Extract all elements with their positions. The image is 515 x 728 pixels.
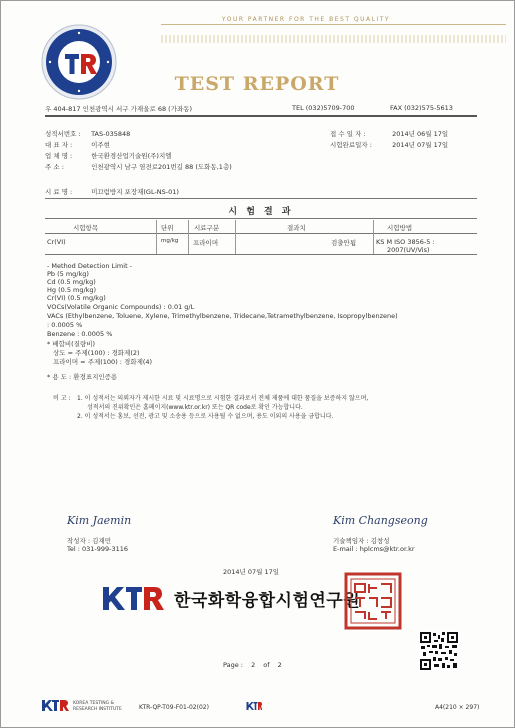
report-number-label: 성적서번호 : [45, 130, 81, 138]
header-test-item: 시험항목 [73, 224, 99, 232]
header-gold-rule [161, 24, 506, 25]
header-sample-type: 시료구분 [194, 224, 220, 232]
footer-org-line2: RESEARCH INSTITUTE [73, 707, 122, 712]
company-address-value: 인천광역시 남구 염전로201번길 88 (도화동,1층) [91, 163, 232, 171]
footer-paper-size: A4(210 × 297) [435, 704, 480, 711]
header-method: 시험방법 [387, 224, 413, 232]
footer-org-line1: KOREA TESTING & [73, 701, 115, 706]
complete-date-row [330, 140, 448, 149]
table-bottom-rule [45, 254, 477, 255]
page-total: 2 [277, 661, 282, 669]
table-col-divider [156, 220, 157, 254]
purpose-line: * 용 도 : 환경표지인증용 [47, 373, 118, 381]
page-of: of [263, 661, 270, 669]
receipt-date-row [330, 129, 448, 138]
row-unit: mg/kg [161, 238, 179, 244]
table-col-divider [188, 220, 189, 254]
table-col-divider [373, 220, 374, 254]
table-header-rule [45, 233, 477, 234]
header-tel: TEL (032)5709-700 [292, 104, 355, 112]
detection-limit-vacs: VACs (Ethylbenzene, Toluene, Xylene, Trimethylbenzene, Tridecane,Tetramethylbenzene, Isopropylbenzene) [47, 312, 398, 320]
results-section-title: 시 험 결 과 [228, 207, 294, 217]
remarks-label: 비 고 : [53, 395, 71, 402]
table-col-divider [235, 220, 236, 254]
remarks-line3: 2. 이 성적서는 홍보, 선전, 광고 및 소송용 등으로 사용될 수 없으며, 용도 이외의 사용을 금합니다. [77, 413, 334, 420]
footer-form-number: KTR-QP-T09-F01-02(02) [139, 704, 209, 711]
mix-ratio-topcoat: 상도 = 주제(100) : 경화제(2) [53, 349, 140, 357]
detection-limit-crvi: Cr(VI) (0.5 mg/kg) [47, 294, 106, 302]
header-tagline: YOUR PARTNER FOR THE BEST QUALITY [221, 16, 391, 23]
header-unit: 단위 [161, 224, 174, 232]
page-number [223, 661, 282, 669]
report-number-row [45, 129, 130, 138]
complete-date-label: 시험완료일자 : [330, 141, 372, 149]
company-label: 업 체 명 : [45, 152, 73, 160]
page-label: Page : [223, 661, 243, 669]
remarks-line1: 1. 이 성적서는 의뢰자가 제시한 시료 및 시료명으로 시험한 결과로서 전체 제품에 대한 품질을 보증하지 않으며, [77, 395, 369, 402]
header-pattern-band [161, 35, 506, 43]
header-divider [45, 115, 477, 117]
sample-divider [45, 198, 477, 199]
table-top-rule [45, 218, 477, 219]
row-sample-type: 프라이머 [193, 239, 219, 247]
tech-manager-name: 기술책임자 : 김창성 [333, 537, 390, 545]
footer-org-name [73, 701, 143, 713]
issue-date: 2014년 07월 17일 [223, 568, 280, 576]
company-address-row [45, 162, 232, 171]
ceo-row [45, 140, 110, 149]
tech-manager-email: E-mail : hplcms@ktr.or.kr [333, 545, 415, 553]
ktr-seal-icon [41, 24, 117, 100]
row-test-item: Cr(VI) [47, 238, 66, 246]
mix-ratio-primer: 프라이머 = 주제(100) : 경화제(4) [53, 358, 153, 366]
footer-small-ktr-icon [246, 701, 262, 711]
sample-value: 미끄럼방지 포장재(GL-NS-01) [91, 188, 179, 196]
qr-code-icon [419, 631, 459, 671]
complete-date-value: 2014년 07월 17일 [392, 141, 449, 149]
ceo-label: 대 표 자 : [45, 141, 73, 149]
author-tel: Tel : 031-999-3116 [67, 545, 129, 553]
remarks-line2: 성적서의 진위확인은 홈페이지(www.ktr.or.kr) 또는 QR code로 확인 가능합니다. [87, 404, 303, 411]
receipt-date-value: 2014년 06월 17일 [392, 130, 449, 138]
tech-manager-signature: Kim Changseong [333, 514, 428, 527]
detection-limit-vocs: VOCs(Volatile Organic Compounds) : 0.01 g/L [47, 303, 195, 311]
ktr-logo-icon [101, 581, 167, 615]
header-fax: FAX (032)575-5613 [390, 104, 453, 112]
footer-ktr-logo-icon [41, 697, 69, 713]
row-method-line1: KS M ISO 3856-5 : [376, 238, 435, 246]
detection-limit-hg: Hg (0.5 mg/kg) [47, 286, 97, 294]
institute-name: 한국화학융합시험연구원 [174, 591, 361, 611]
report-title: TEST REPORT [174, 73, 340, 95]
author-name: 작성자 : 김재민 [67, 537, 111, 545]
official-seal-stamp-icon [344, 572, 402, 630]
company-value: 한국환경산업기술원(주)지엘 [91, 152, 172, 160]
page-current: 2 [251, 661, 256, 669]
row-result: 검출안됨 [331, 239, 357, 247]
report-number-value: TAS-035848 [91, 130, 131, 138]
receipt-date-label: 접 수 일 자 : [330, 130, 366, 138]
row-method-line2: 2007(UV/Vis) [387, 246, 430, 254]
detection-limit-cd: Cd (0.5 mg/kg) [47, 278, 96, 286]
header-result: 결과치 [287, 224, 306, 232]
detection-limit-pb: Pb (5 mg/kg) [47, 270, 89, 278]
detection-limit-title: - Method Detection Limit - [47, 262, 133, 270]
ceo-value: 이주현 [91, 141, 110, 149]
sample-row [45, 187, 179, 196]
mix-ratio-title: * 배합비(질량비) [47, 340, 96, 348]
author-signature: Kim Jaemin [67, 514, 132, 527]
company-address-label: 주 소 : [45, 163, 64, 171]
detection-limit-benzene: Benzene : 0.0005 % [47, 330, 113, 338]
sample-label: 시 료 명 : [45, 188, 73, 196]
detection-limit-vacs-value: : 0.0005 % [47, 321, 83, 329]
company-row [45, 151, 172, 160]
header-address: 우 404-817 인천광역시 서구 가재울로 68 (가좌동) [45, 105, 193, 113]
